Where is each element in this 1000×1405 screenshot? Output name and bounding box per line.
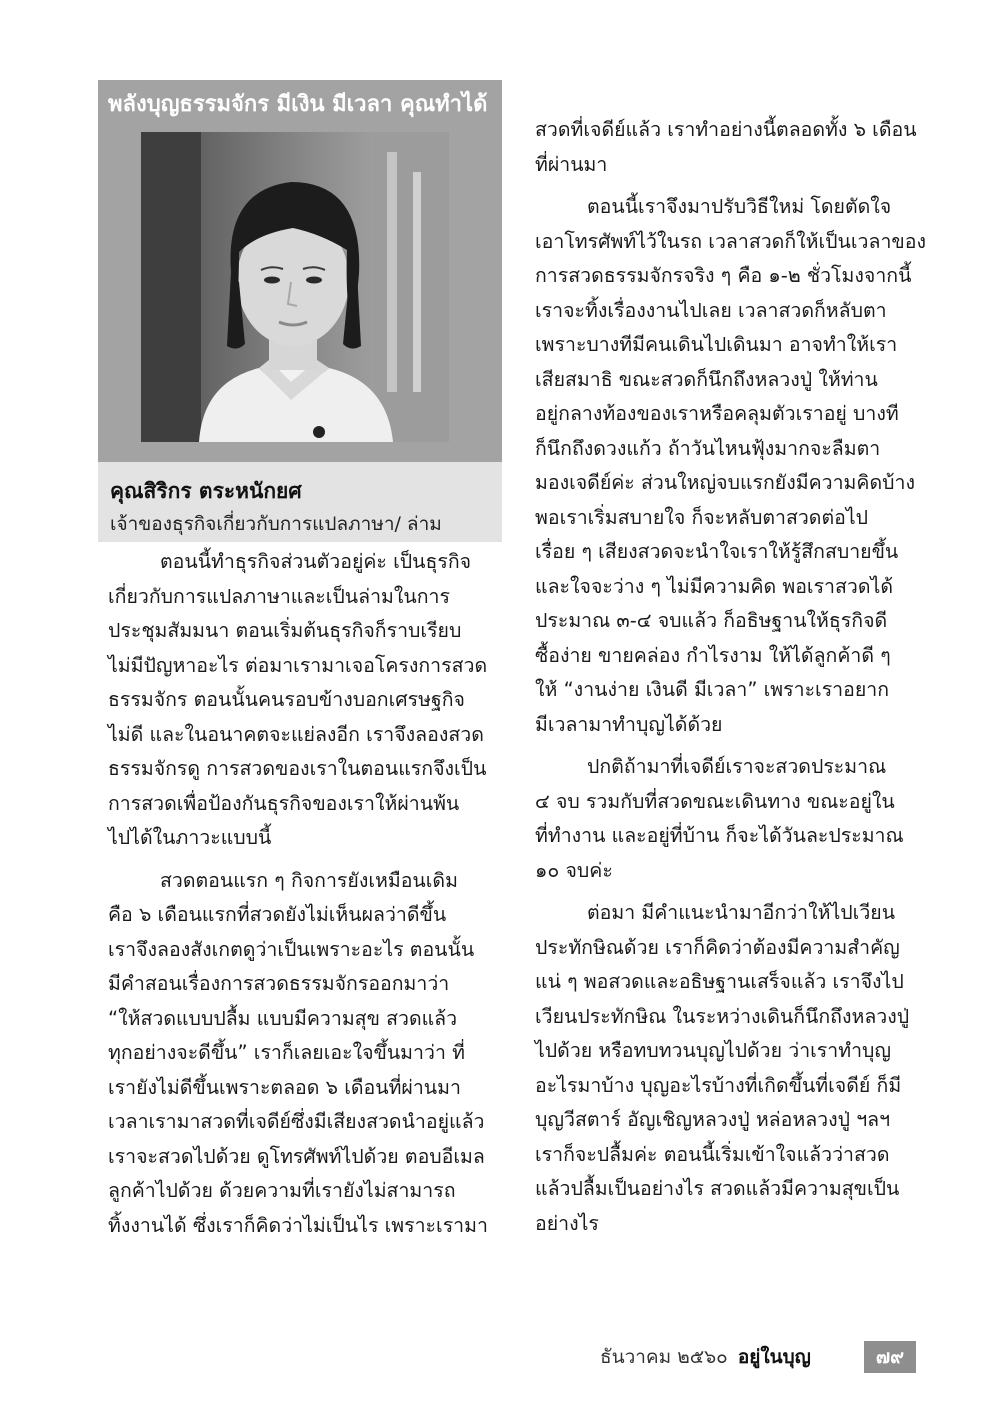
text-line: คือ ๖ เดือนแรกที่สวดยังไม่เห็นผลว่าดีขึ้น <box>108 903 447 926</box>
text-line: บุญวีสตาร์ อัญเชิญหลวงปู่ หล่อหลวงปู่ ฯลฯ <box>535 1108 891 1131</box>
text-line: เกี่ยวกับการแปลภาษาและเป็นล่ามในการ <box>108 584 450 608</box>
portrait-photo <box>141 132 449 442</box>
text-line: สวดที่เจดีย์แล้ว เราทำอย่างนี้ตลอดทั้ง ๖ เดือน <box>535 118 917 141</box>
left-column <box>108 545 498 1243</box>
text-line: การสวดธรรมจักรจริง ๆ คือ ๑-๒ ชั่วโมงจากนี้ <box>535 264 912 287</box>
portrait-image <box>141 132 449 442</box>
text-line: พอเราเริ่มสบายใจ ก็จะหลับตาสวดต่อไป <box>535 505 869 529</box>
right-paragraph-1 <box>535 113 919 182</box>
text-line: ธรรมจักรดู การสวดของเราในตอนแรกจึงเป็น <box>108 757 487 780</box>
text-line: ที่ผ่านมา <box>535 152 608 176</box>
text-line: แน่ ๆ พอสวดและอธิษฐานเสร็จแล้ว เราจึงไป <box>535 970 904 993</box>
text-line: แล้วปลื้มเป็นอย่างไร สวดแล้วมีความสุขเป็น <box>535 1177 900 1200</box>
right-paragraph-3 <box>535 750 919 888</box>
text-line: ซื้อง่าย ขายคล่อง กำไรงาม ให้ได้ลูกค้าดี ๆ <box>535 643 891 667</box>
article-title: พลังบุญธรรมจักร มีเงิน มีเวลา คุณทำได้ <box>108 92 488 117</box>
right-column <box>535 113 926 1241</box>
text-line: ประทักษิณด้วย เราก็คิดว่าต้องมีความสำคัญ <box>535 935 900 959</box>
text-line: ตอนนี้เราจึงมาปรับวิธีใหม่ โดยตัดใจ <box>587 195 892 218</box>
text-line: ๔ จบ รวมกับที่สวดขณะเดินทาง ขณะอยู่ใน <box>535 789 895 813</box>
text-line: ประชุมสัมมนา ตอนเริ่มต้นธุรกิจก็ราบเรียบ <box>108 619 462 642</box>
right-paragraph-2 <box>535 190 926 742</box>
magazine-name: อยู่ในบุญ <box>737 1346 811 1368</box>
text-line: ไม่ดี และในอนาคตจะแย่ลงอีก เราจึงลองสวด <box>108 722 484 746</box>
text-line: อยู่กลางท้องของเราหรือคลุมตัวเราอยู่ บางที <box>535 402 899 425</box>
text-line: ต่อมา มีคำแนะนำมาอีกว่าให้ไปเวียน <box>587 901 896 924</box>
text-line: เวียนประทักษิณ ในระหว่างเดินก็นึกถึงหลวงปู่ <box>535 1004 910 1028</box>
text-line: ประมาณ ๓-๔ จบแล้ว ก็อธิษฐานให้ธุรกิจดี <box>535 609 888 632</box>
text-line: และใจจะว่าง ๆ ไม่มีความคิด พอเราสวดได้ <box>535 574 893 598</box>
text-line: ธรรมจักร ตอนนั้นคนรอบข้างบอกเศรษฐกิจ <box>108 688 465 711</box>
text-line: เราจึงลองสังเกตดูว่าเป็นเพราะอะไร ตอนนั้น <box>108 937 475 961</box>
text-line: เพราะบางทีมีคนเดินไปเดินมา อาจทำให้เรา <box>535 333 898 356</box>
page-footer <box>600 1342 811 1372</box>
header-box <box>98 80 502 462</box>
text-line: ตอนนี้ทำธุรกิจส่วนตัวอยู่ค่ะ เป็นธุรกิจ <box>160 550 472 573</box>
text-line: ปกติถ้ามาที่เจดีย์เราจะสวดประมาณ <box>587 755 887 778</box>
text-line: เราก็จะปลื้มค่ะ ตอนนี้เริ่มเข้าใจแล้วว่าสวด <box>535 1142 890 1166</box>
text-line: ให้ “งานง่าย เงินดี มีเวลา” เพราะเราอยาก <box>535 678 890 701</box>
text-line: ก็นึกถึงดวงแก้ว ถ้าวันไหนฟุ้งมากจะลืมตา <box>535 436 881 460</box>
text-line: ไปได้ในภาวะแบบนี้ <box>108 826 272 849</box>
text-line: เรายังไม่ดีขึ้นเพราะตลอด ๖ เดือนที่ผ่านมา <box>108 1075 461 1099</box>
profile-box <box>98 462 502 542</box>
left-paragraph-1 <box>108 545 498 856</box>
page-number: ๗๙ <box>864 1341 916 1373</box>
text-line: มองเจดีย์ค่ะ ส่วนใหญ่จบแรกยังมีความคิดบ้าง <box>535 471 915 494</box>
text-line: เอาโทรศัพท์ไว้ในรถ เวลาสวดก็ให้เป็นเวลาของ <box>535 229 926 253</box>
text-line: เรื่อย ๆ เสียงสวดจะนำใจเราให้รู้สึกสบายขึ้น <box>535 540 899 563</box>
text-line: เราจะทิ้งเรื่องงานไปเลย เวลาสวดก็หลับตา <box>535 298 887 322</box>
left-paragraph-2 <box>108 864 498 1244</box>
right-paragraph-4 <box>535 896 919 1241</box>
person-role: เจ้าของธุรกิจเกี่ยวกับการแปลภาษา/ ล่าม <box>110 513 442 535</box>
person-name: คุณสิริกร ตระหนักยศ <box>110 479 302 503</box>
text-line: เสียสมาธิ ขณะสวดก็นึกถึงหลวงปู่ ให้ท่าน <box>535 367 878 391</box>
text-line: อะไรมาบ้าง บุญอะไรบ้างที่เกิดขึ้นที่เจดีย์ ก็มี <box>535 1073 902 1097</box>
text-line: ไม่มีปัญหาอะไร ต่อมาเรามาเจอโครงการสวด <box>108 653 488 677</box>
text-line: ทุกอย่างจะดีขึ้น” เราก็เลยเอะใจขึ้นมาว่า ที่ <box>108 1041 465 1064</box>
text-line: ๑๐ จบค่ะ <box>535 858 613 882</box>
text-line: “ให้สวดแบบปลื้ม แบบมีความสุข สวดแล้ว <box>108 1006 458 1030</box>
text-line: การสวดเพื่อป้องกันธุรกิจของเราให้ผ่านพ้น <box>108 791 460 815</box>
text-line: สวดตอนแรก ๆ กิจการยังเหมือนเดิม <box>160 868 458 892</box>
text-line: อย่างไร <box>535 1211 599 1235</box>
text-line: มีเวลามาทำบุญได้ด้วย <box>535 712 723 736</box>
text-line: เราจะสวดไปด้วย ดูโทรศัพท์ไปด้วย ตอบอีเมล <box>108 1144 485 1168</box>
text-line: ไปด้วย หรือทบทวนบุญไปด้วย ว่าเราทำบุญ <box>535 1039 892 1062</box>
issue-date: ธันวาคม ๒๕๖๐ <box>600 1346 728 1368</box>
text-line: มีคำสอนเรื่องการสวดธรรมจักรออกมาว่า <box>108 972 450 995</box>
text-line: ทิ้งงานได้ ซึ่งเราก็คิดว่าไม่เป็นไร เพราะเรามา <box>108 1213 488 1237</box>
text-line: ที่ทำงาน และอยู่ที่บ้าน ก็จะได้วันละประมาณ <box>535 824 904 847</box>
text-line: ลูกค้าไปด้วย ด้วยความที่เรายังไม่สามารถ <box>108 1179 456 1202</box>
text-line: เวลาเรามาสวดที่เจดีย์ซึ่งมีเสียงสวดนำอยู่แล้ว <box>108 1110 485 1133</box>
